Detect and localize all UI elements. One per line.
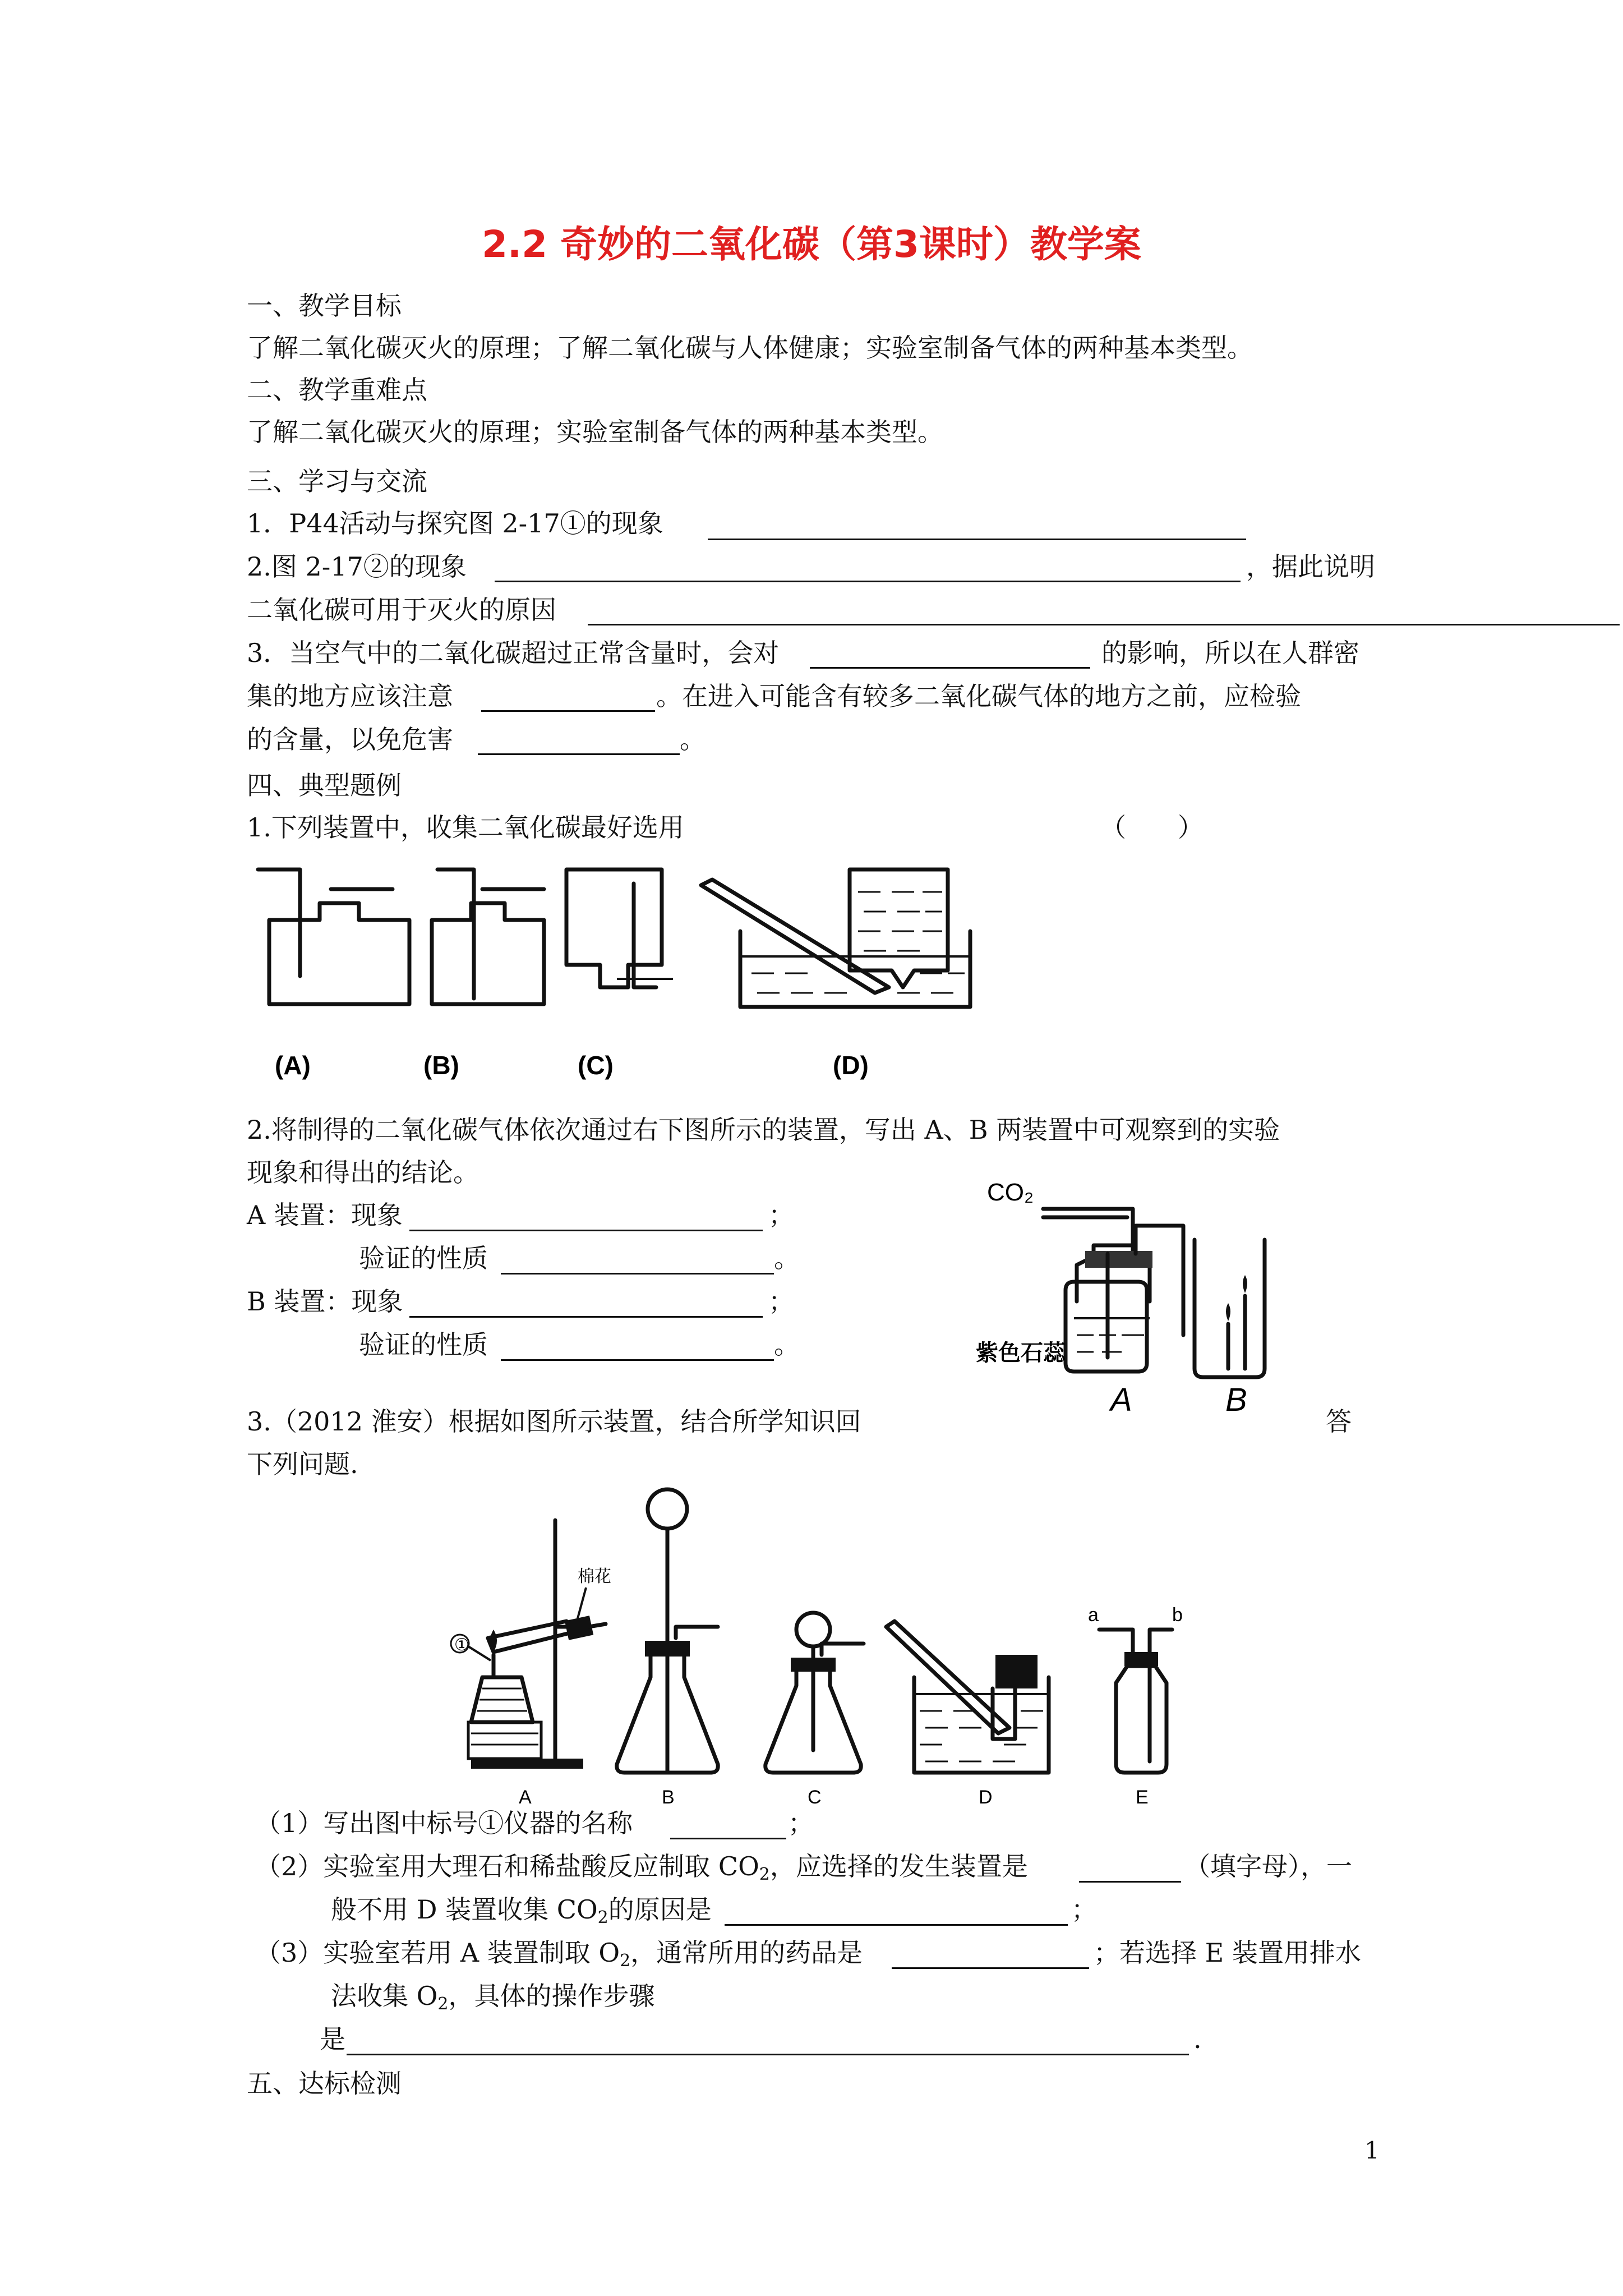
example2-b-property-label: 验证的性质 — [359, 1329, 488, 1360]
learning-q3-text4: 。在进入可能含有较多二氧化碳气体的地方之前，应检验 — [656, 681, 1301, 711]
answer-blank-steps[interactable] — [347, 2054, 1189, 2055]
cotton-label: 棉花 — [578, 1567, 611, 1586]
example2-a-property-label: 验证的性质 — [359, 1243, 488, 1273]
label-b: b — [1172, 1604, 1183, 1626]
subquestion-3-end: ；若选择 E 装置用排水 — [1094, 1938, 1361, 1968]
answer-blank-a-property[interactable] — [501, 1273, 774, 1274]
device-label-b: (B) — [423, 1051, 459, 1080]
answer-blank-q3a[interactable] — [810, 667, 1090, 669]
punct: ； — [1071, 1894, 1097, 1925]
subquestion-1: （1）写出图中标号①仪器的名称 — [255, 1808, 633, 1838]
punct: ； — [788, 1808, 814, 1838]
answer-blank-b-phenomenon[interactable] — [409, 1316, 763, 1318]
answer-blank-a-phenomenon[interactable] — [409, 1230, 763, 1231]
fig3-label-c: C — [808, 1787, 822, 1808]
section-heading-examples: 四、典型题例 — [247, 770, 402, 800]
apparatus-b — [617, 1489, 718, 1773]
example3-question-end: 答 — [1326, 1406, 1352, 1437]
fig3-label-a: A — [519, 1787, 532, 1808]
example2-figure — [965, 1167, 1324, 1425]
section-heading-keypoints: 二、教学重难点 — [247, 375, 427, 405]
example1-answer-paren[interactable]: （ ） — [1100, 812, 1204, 843]
punct: ； — [768, 1200, 794, 1230]
answer-blank-q2a[interactable] — [495, 581, 1241, 582]
answer-blank-reagent[interactable] — [892, 1967, 1089, 1969]
learning-q2-reason: 二氧化碳可用于灭火的原因 — [247, 595, 556, 625]
answer-blank-generator[interactable] — [1079, 1881, 1181, 1883]
punct: 。 — [774, 1329, 800, 1360]
apparatus-a — [451, 1520, 611, 1769]
example3-question-cont: 下列问题. — [247, 1449, 358, 1479]
answer-blank-q1[interactable] — [708, 539, 1246, 540]
example2-question-cont: 现象和得出的结论。 — [247, 1157, 479, 1188]
objectives-body: 了解二氧化碳灭火的原理；了解二氧化碳与人体健康；实验室制备气体的两种基本类型。 — [247, 333, 1253, 363]
label-a: a — [1088, 1604, 1099, 1626]
fig2-label-a: A — [1110, 1382, 1132, 1418]
page-number: 1 — [1364, 2137, 1380, 2164]
co2-label: CO₂ — [987, 1179, 1034, 1206]
example1-figure — [247, 858, 993, 1094]
apparatus-e — [1088, 1604, 1183, 1773]
fig3-label-d: D — [979, 1787, 993, 1808]
answer-blank-q2b[interactable] — [588, 624, 1620, 625]
fig3-label-e: E — [1136, 1787, 1149, 1808]
punct: . — [1193, 2024, 1202, 2054]
page-title: 2.2 奇妙的二氧化碳（第3课时）教学案 — [482, 223, 1141, 266]
device-c-inverted-bottle — [566, 869, 673, 987]
device-d-water-trough — [701, 869, 970, 1007]
keypoints-body: 了解二氧化碳灭火的原理；实验室制备气体的两种基本类型。 — [247, 417, 943, 447]
example2-b-label: B 装置：现象 — [247, 1286, 403, 1317]
learning-q3-text: 3．当空气中的二氧化碳超过正常含量时，会对 — [247, 638, 780, 668]
learning-q1: 1．P44活动与探究图 2-17①的现象 — [247, 508, 663, 539]
answer-blank-q3b[interactable] — [481, 710, 655, 712]
example2-question: 2.将制得的二氧化碳气体依次通过右下图所示的装置，写出 A、B 两装置中可观察到的实验 — [247, 1115, 1280, 1145]
punct: ； — [768, 1286, 794, 1317]
punct: 。 — [774, 1243, 800, 1273]
section-heading-assessment: 五、达标检测 — [247, 2068, 402, 2099]
learning-q3-text3: 集的地方应该注意 — [247, 681, 453, 711]
subquestion-2-end: （填字母），一 — [1184, 1851, 1352, 1881]
learning-q3-text5: 的含量，以免危害 — [247, 724, 453, 754]
section-heading-learning: 三、学习与交流 — [247, 466, 427, 496]
example1-question: 1.下列装置中，收集二氧化碳最好选用 — [247, 812, 684, 843]
device-label-c: (C) — [578, 1051, 614, 1080]
subquestion-3: （3）实验室若用 A 装置制取 $O_2$，通常所用的药品是 — [255, 1938, 863, 1971]
fig3-label-b: B — [662, 1787, 675, 1808]
answer-blank-reason-d[interactable] — [725, 1924, 1068, 1926]
answer-blank-q3c[interactable] — [478, 753, 680, 755]
answer-blank-instrument[interactable] — [670, 1838, 786, 1839]
subquestion-3-shi: 是 — [320, 2024, 345, 2054]
learning-q2-text: 2.图 2-17②的现象 — [247, 551, 467, 582]
device-label-d: (D) — [833, 1051, 869, 1080]
example2-a-label: A 装置：现象 — [247, 1200, 403, 1230]
apparatus-d — [886, 1621, 1049, 1773]
section-heading-objectives: 一、教学目标 — [247, 291, 402, 321]
device-label-a: (A) — [275, 1051, 311, 1080]
apparatus-c — [766, 1613, 864, 1773]
subquestion-3-cont: 法收集 $O_2$，具体的操作步骤 — [331, 1981, 655, 2014]
example3-question: 3.（2012 淮安）根据如图所示装置，结合所学知识回 — [247, 1406, 861, 1437]
answer-blank-b-property[interactable] — [501, 1359, 774, 1361]
subquestion-2-cont: 般不用 D 装置收集 $CO_2$的原因是 — [331, 1894, 712, 1927]
example3-figure — [437, 1481, 1211, 1806]
device-b-bottle — [432, 869, 544, 1004]
device-a-bottle — [258, 869, 409, 1004]
fig2-label-b: B — [1225, 1382, 1247, 1418]
learning-q3-period: 。 — [680, 724, 706, 754]
learning-q2-text-end: ，据此说明 — [1246, 551, 1375, 582]
learning-q3-text2: 的影响，所以在人群密 — [1101, 638, 1359, 668]
subquestion-2: （2）实验室用大理石和稀盐酸反应制取 $CO_2$，应选择的发生装置是 — [255, 1851, 1028, 1884]
litmus-label: 紫色石蕊 — [976, 1341, 1066, 1365]
label-circle-1: ① — [454, 1636, 469, 1654]
